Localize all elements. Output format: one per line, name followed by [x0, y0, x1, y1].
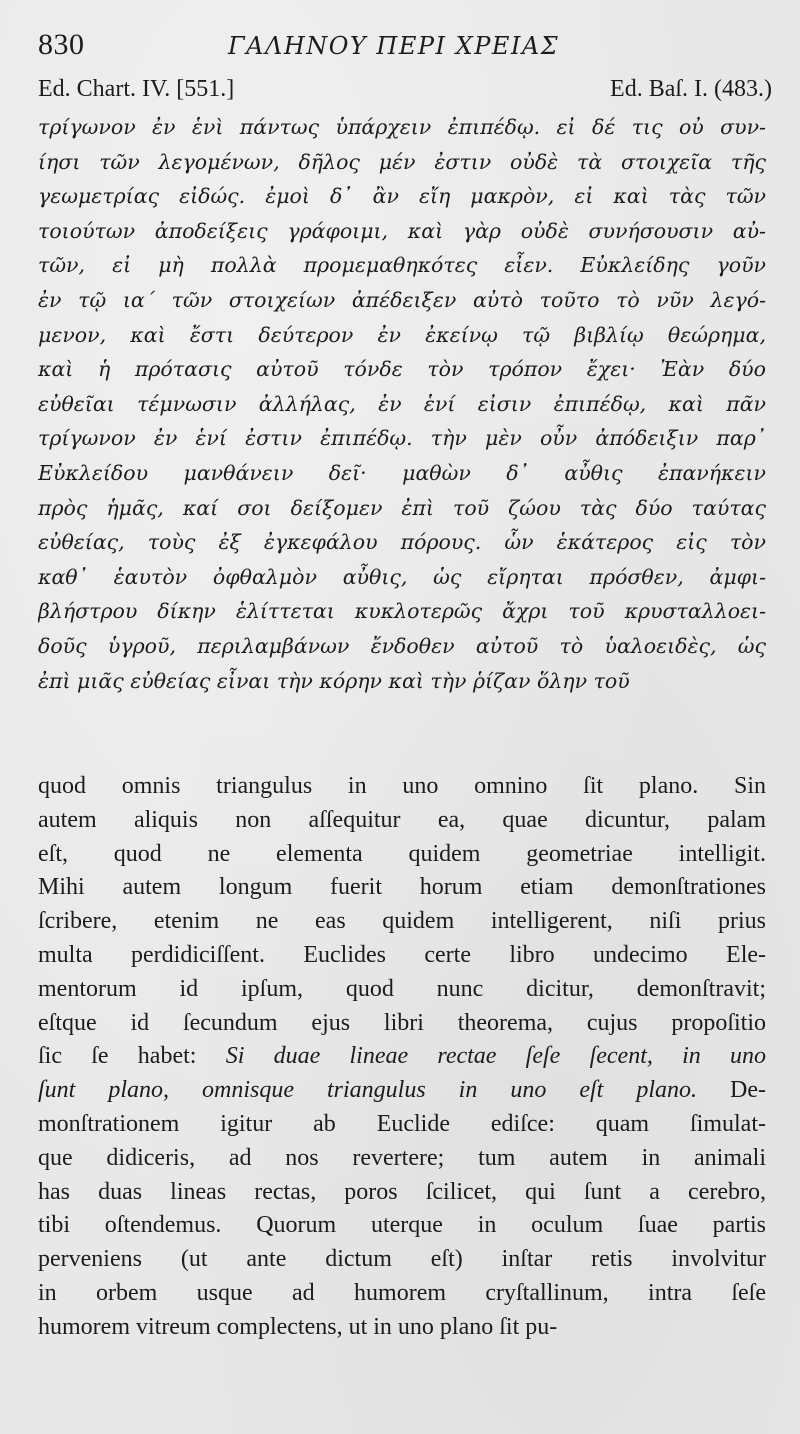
latin-text-fragment: monſtrationem igitur ab Euclide ediſce: quam ſimulat-: [38, 1110, 766, 1137]
greek-text-line: καὶ ἡ πρότασις αὐτοῦ τόνδε τὸν τρόπον ἔχει· Ἐὰν δύο: [38, 357, 766, 382]
latin-text-fragment: mentorum id ipſum, quod nunc dicitur, demonſtravit;: [38, 975, 766, 1002]
latin-text-line: [38, 1007, 766, 1041]
italic-quotation-fragment: Si duae lineae rectae ſeſe ſecent, in uno: [225, 1043, 766, 1070]
edition-basel-reference: Ed. Baſ. I. (483.): [610, 76, 772, 102]
latin-text-line: [38, 1108, 766, 1142]
latin-text-line: [38, 871, 766, 905]
greek-text-line: καθ᾽ ἑαυτὸν ὀφθαλμὸν αὖθις, ὡς εἴρηται πρόσθεν, ἀμφι-: [38, 564, 766, 589]
latin-text-line: [38, 1209, 766, 1243]
latin-text-fragment: Mihi autem longum fuerit horum etiam demonſtrationes: [38, 874, 766, 901]
latin-text-fragment: multa perdidiciſſent. Euclides certe libro undecimo Ele-: [38, 941, 766, 968]
latin-text-fragment: que didiceris, ad nos revertere; tum autem in animali: [38, 1144, 766, 1171]
latin-text-fragment: humorem vitreum complectens, ut in uno plano ſit pu-: [38, 1313, 558, 1340]
latin-text-line: [38, 973, 766, 1007]
greek-text-line: ἐπὶ μιᾶς εὐθείας εἶναι τὴν κόρην καὶ τὴν ῥίζαν ὅλην τοῦ: [38, 668, 630, 693]
edition-chartier-reference: Ed. Chart. IV. [551.]: [38, 76, 235, 102]
page-number: 830: [38, 28, 85, 61]
latin-text-fragment: eſtque id ſecundum ejus libri theorema, cujus propoſitio: [38, 1009, 766, 1036]
greek-text-line: γεωμετρίας εἰδώς. ἐμοὶ δ᾽ ἂν εἴη μακρὸν, εἰ καὶ τὰς τῶν: [38, 184, 766, 209]
latin-text-line: [38, 1040, 766, 1074]
latin-text-fragment: ſcribere, etenim ne eas quidem intelligerent, niſi prius: [38, 908, 766, 935]
latin-text-fragment: in orbem usque ad humorem cryſtallinum, intra ſeſe: [38, 1279, 766, 1306]
greek-text-line: εὐθείας, τοὺς ἐξ ἐγκεφάλου πόρους. ὧν ἑκάτερος εἰς τὸν: [38, 530, 766, 555]
latin-text-fragment: autem aliquis non aſſequitur ea, quae dicuntur, palam: [38, 806, 766, 833]
latin-text-fragment: tibi oſtendemus. Quorum uterque in oculum ſuae partis: [38, 1212, 766, 1239]
latin-text-line: [38, 770, 766, 804]
latin-text-fragment: has duas lineas rectas, poros ſcilicet, qui ſunt a cerebro,: [38, 1178, 766, 1205]
running-title: ΓΑΛΗΝΟΥ ΠΕΡΙ ΧΡΕΙΑΣ: [228, 32, 560, 60]
greek-text-line: δοῦς ὑγροῦ, περιλαμβάνων ἔνδοθεν αὐτοῦ τὸ ὑαλοειδὲς, ὡς: [38, 633, 766, 658]
italic-quotation-fragment: ſunt plano, omnisque triangulus in uno eſt plano.: [38, 1077, 698, 1104]
greek-text-line: ἐν τῷ ια΄ τῶν στοιχείων ἀπέδειξεν αὐτὸ τοῦτο τὸ νῦν λεγό-: [38, 287, 766, 312]
bleed-through-shadow: [150, 1380, 770, 1400]
greek-text-block: [38, 110, 766, 698]
latin-text-fragment: perveniens (ut ante dictum eſt) inſtar retis involvitur: [38, 1246, 766, 1273]
latin-text-line: [38, 1176, 766, 1210]
edition-references: [38, 76, 772, 108]
latin-text-line: [38, 804, 766, 838]
latin-text-line: [38, 1277, 766, 1311]
latin-text-line: [38, 939, 766, 973]
latin-text-line: [38, 1074, 766, 1108]
latin-text-fragment: eſt, quod ne elementa quidem geometriae intelligit.: [38, 840, 766, 867]
greek-text-line: τοιούτων ἀποδείξεις γράφοιμι, καὶ γὰρ οὐδὲ συνήσουσιν αὐ-: [38, 218, 766, 243]
latin-text-line: [38, 905, 766, 939]
greek-text-line: πρὸς ἡμᾶς, καί σοι δείξομεν ἐπὶ τοῦ ζώου τὰς δύο ταύτας: [38, 495, 766, 520]
latin-text-line: [38, 1142, 766, 1176]
greek-text-line: τρίγωνον ἐν ἑνὶ πάντως ὑπάρχειν ἐπιπέδῳ. εἰ δέ τις οὐ συν-: [38, 115, 766, 139]
latin-text-fragment: De-: [730, 1077, 766, 1104]
latin-text-fragment: ſic ſe habet:: [38, 1043, 197, 1070]
latin-translation-block: [38, 770, 766, 1345]
greek-text-line: τῶν, εἰ μὴ πολλὰ προμεμαθηκότες εἶεν. Εὐκλείδης γοῦν: [38, 253, 766, 278]
greek-text-line: εὐθεῖαι τέμνωσιν ἀλλήλας, ἐν ἑνί εἰσιν ἐπιπέδῳ, καὶ πᾶν: [38, 391, 766, 416]
latin-text-fragment: quod omnis triangulus in uno omnino ſit plano. Sin: [38, 773, 766, 799]
greek-text-line: μενον, καὶ ἔστι δεύτερον ἐν ἐκείνῳ τῷ βιβλίῳ θεώρημα,: [38, 322, 766, 347]
greek-text-line: τρίγωνον ἐν ἑνί ἐστιν ἐπιπέδῳ. τὴν μὲν οὖν ἀπόδειξιν παρ᾽: [38, 426, 766, 451]
latin-text-line: [38, 838, 766, 872]
latin-text-line: [38, 1311, 766, 1345]
greek-text-line: Εὐκλείδου μανθάνειν δεῖ· μαθὼν δ᾽ αὖθις ἐπανήκειν: [38, 460, 766, 485]
latin-text-line: [38, 1243, 766, 1277]
running-head: [38, 28, 772, 66]
greek-text-line: βλήστρου δίκην ἑλίττεται κυκλοτερῶς ἄχρι τοῦ κρυσταλλοει-: [38, 599, 766, 624]
greek-text-line: ίησι τῶν λεγομένων, δῆλος μέν ἐστιν οὐδὲ τὰ στοιχεῖα τῆς: [38, 149, 766, 174]
